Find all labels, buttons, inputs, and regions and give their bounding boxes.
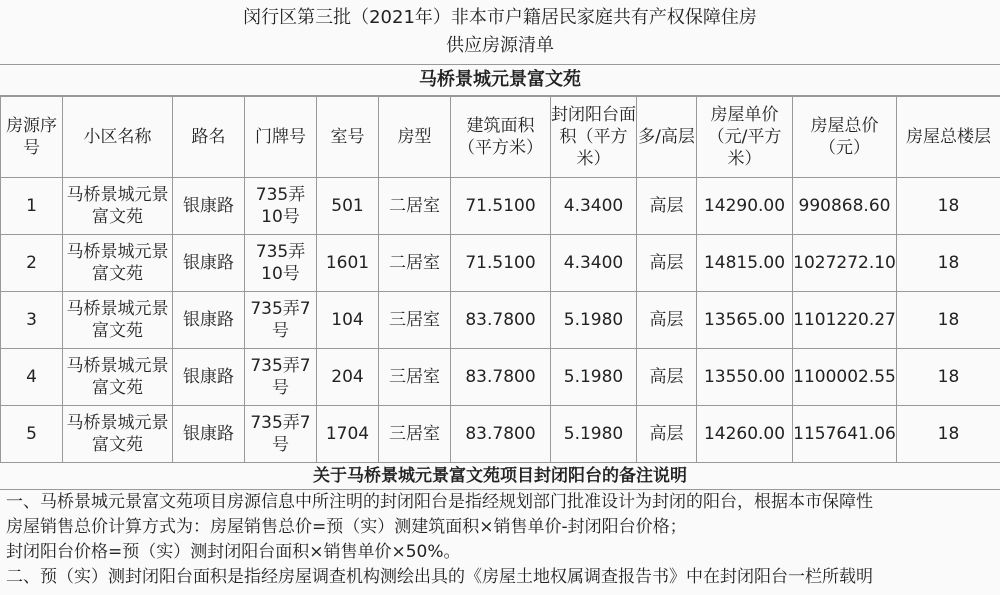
- title-line-2: 供应房源清单: [446, 35, 554, 56]
- table-cell: 5: [1, 406, 63, 463]
- table-row: [1, 178, 1000, 235]
- table-cell: 高层: [637, 235, 697, 292]
- table-cell: 三居室: [379, 349, 451, 406]
- table-cell: 71.5100: [451, 178, 551, 235]
- table-cell: 4.3400: [551, 178, 637, 235]
- table-cell: 13550.00: [697, 349, 793, 406]
- table-cell: 18: [897, 292, 1000, 349]
- table-row: [1, 235, 1000, 292]
- column-header: 房型: [379, 97, 451, 178]
- project-name: 马桥景城元景富文苑: [0, 65, 1000, 96]
- table-cell: 银康路: [173, 406, 245, 463]
- table-cell: 1101220.27: [793, 292, 897, 349]
- table-cell: 83.7800: [451, 406, 551, 463]
- table-cell: 83.7800: [451, 292, 551, 349]
- table-cell: 735弄7号: [245, 406, 317, 463]
- table-row: [1, 349, 1000, 406]
- table-cell: 马桥景城元景富文苑: [63, 406, 173, 463]
- table-cell: 2: [1, 235, 63, 292]
- table-cell: 马桥景城元景富文苑: [63, 235, 173, 292]
- note-line: 封闭阳台价格=预（实）测封闭阳台面积×销售单价×50%。: [6, 542, 461, 562]
- table-cell: 高层: [637, 292, 697, 349]
- table-cell: 18: [897, 235, 1000, 292]
- table-cell: 735弄10号: [245, 235, 317, 292]
- note-line: 一、马桥景城元景富文苑项目房源信息中所注明的封闭阳台是指经规划部门批准设计为封闭的阳台，根据本市保障性: [6, 492, 873, 512]
- table-body: [1, 178, 1000, 463]
- table-cell: 18: [897, 178, 1000, 235]
- table-cell: 990868.60: [793, 178, 897, 235]
- table-cell: 1100002.55: [793, 349, 897, 406]
- table-cell: 1: [1, 178, 63, 235]
- note-line: 二、预（实）测封闭阳台面积是指经房屋调查机构测绘出具的《房屋土地权属调查报告书》中在封闭阳台一栏所载明: [6, 567, 873, 587]
- column-header: 房屋总楼层: [897, 97, 1000, 178]
- column-header: 多/高层: [637, 97, 697, 178]
- table-cell: 高层: [637, 406, 697, 463]
- notes-title: 关于马桥景城元景富文苑项目封闭阳台的备注说明: [0, 463, 1000, 490]
- document-title: [0, 0, 1000, 65]
- table-cell: 5.1980: [551, 349, 637, 406]
- column-header: 建筑面积（平方米）: [451, 97, 551, 178]
- table-cell: 高层: [637, 349, 697, 406]
- table-cell: 1704: [317, 406, 379, 463]
- table-cell: 1157641.06: [793, 406, 897, 463]
- table-cell: 13565.00: [697, 292, 793, 349]
- table-cell: 银康路: [173, 235, 245, 292]
- table-cell: 3: [1, 292, 63, 349]
- table-cell: 14815.00: [697, 235, 793, 292]
- column-header: 室号: [317, 97, 379, 178]
- table-cell: 5.1980: [551, 292, 637, 349]
- table-cell: 二居室: [379, 235, 451, 292]
- table-cell: 735弄10号: [245, 178, 317, 235]
- column-header: 小区名称: [63, 97, 173, 178]
- table-cell: 735弄7号: [245, 349, 317, 406]
- column-header: 封闭阳台面积（平方米）: [551, 97, 637, 178]
- table-cell: 二居室: [379, 178, 451, 235]
- table-cell: 18: [897, 406, 1000, 463]
- housing-table: [0, 96, 1000, 463]
- title-line-1: 闵行区第三批（2021年）非本市户籍居民家庭共有产权保障住房: [243, 7, 757, 28]
- table-cell: 马桥景城元景富文苑: [63, 178, 173, 235]
- table-cell: 501: [317, 178, 379, 235]
- column-header: 房源序号: [1, 97, 63, 178]
- notes-body: [0, 490, 1000, 590]
- table-cell: 三居室: [379, 292, 451, 349]
- table-cell: 5.1980: [551, 406, 637, 463]
- table-header-row: [1, 97, 1000, 178]
- table-cell: 4.3400: [551, 235, 637, 292]
- table-cell: 银康路: [173, 178, 245, 235]
- table-cell: 4: [1, 349, 63, 406]
- table-cell: 71.5100: [451, 235, 551, 292]
- table-cell: 三居室: [379, 406, 451, 463]
- table-row: [1, 406, 1000, 463]
- column-header: 路名: [173, 97, 245, 178]
- table-cell: 18: [897, 349, 1000, 406]
- table-row: [1, 292, 1000, 349]
- table-cell: 735弄7号: [245, 292, 317, 349]
- table-cell: 银康路: [173, 292, 245, 349]
- table-cell: 104: [317, 292, 379, 349]
- column-header: 门牌号: [245, 97, 317, 178]
- table-cell: 1601: [317, 235, 379, 292]
- table-cell: 14290.00: [697, 178, 793, 235]
- column-header: 房屋总价（元）: [793, 97, 897, 178]
- table-cell: 银康路: [173, 349, 245, 406]
- table-cell: 马桥景城元景富文苑: [63, 292, 173, 349]
- table-cell: 83.7800: [451, 349, 551, 406]
- table-cell: 马桥景城元景富文苑: [63, 349, 173, 406]
- note-line: 房屋销售总价计算方式为：房屋销售总价=预（实）测建筑面积×销售单价-封闭阳台价格；: [6, 517, 687, 537]
- table-cell: 14260.00: [697, 406, 793, 463]
- table-cell: 1027272.10: [793, 235, 897, 292]
- table-cell: 高层: [637, 178, 697, 235]
- column-header: 房屋单价（元/平方米）: [697, 97, 793, 178]
- table-cell: 204: [317, 349, 379, 406]
